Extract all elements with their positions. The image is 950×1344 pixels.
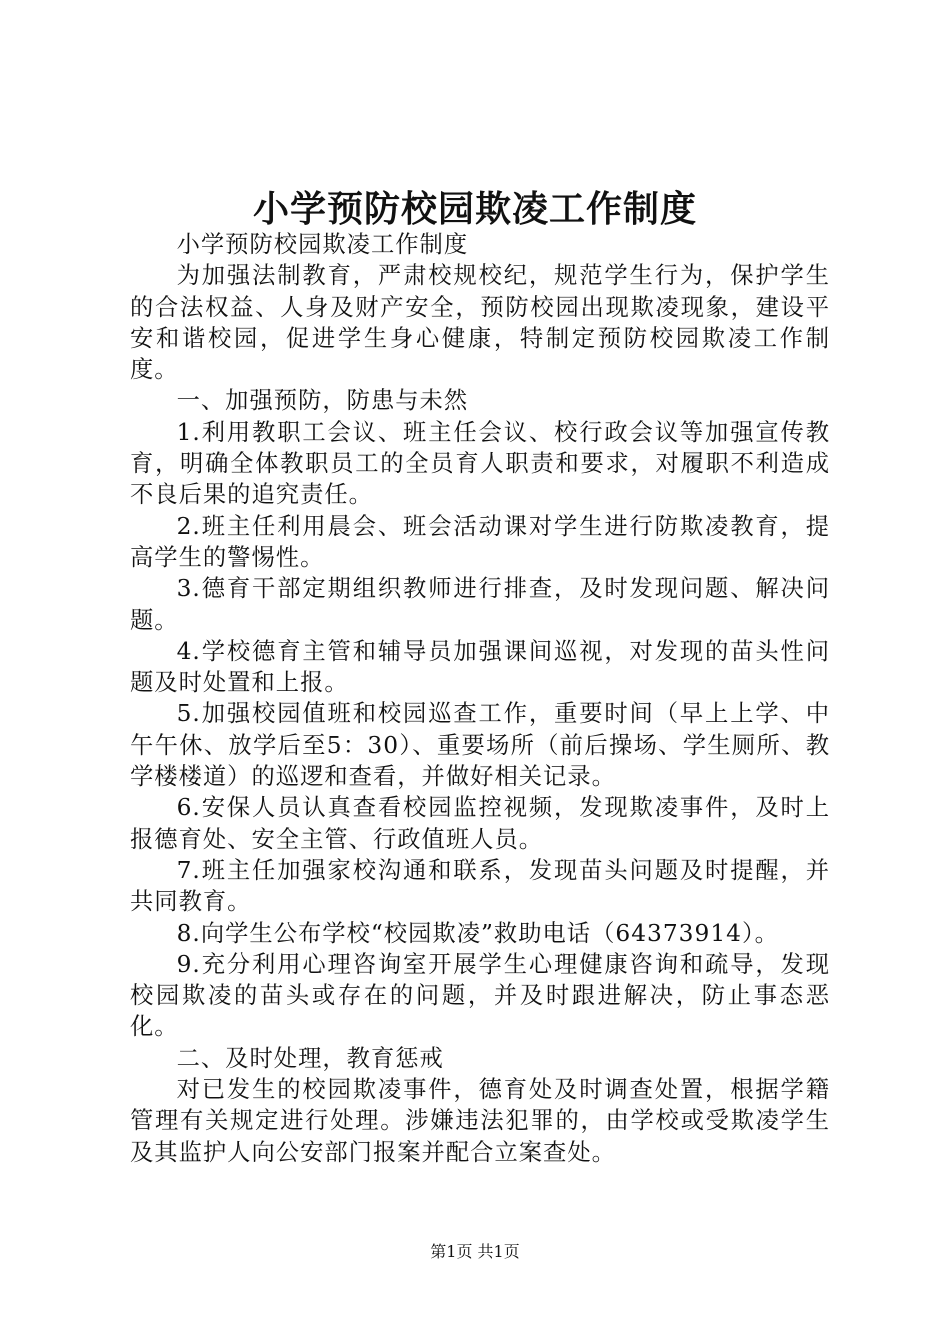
section-heading-handling: 二、及时处理，教育惩戒: [176, 1044, 444, 1072]
paragraph-handling: 对已发生的校园欺凌事件，德育处及时调查处置，根据学籍管理有关规定进行处理。涉嫌违法犯罪的，由学校或受欺凌学生及其监护人向公安部门报案并配合立案查处。: [130, 1076, 830, 1166]
paragraph-intro: 为加强法制教育，严肃校规校纪，规范学生行为，保护学生的合法权益、人身及财产安全，预防校园出现欺凌现象，建设平安和谐校园，促进学生身心健康，特制定预防校园欺凌工作制度。: [130, 262, 830, 384]
paragraph-item-2: 2.班主任利用晨会、班会活动课对学生进行防欺凌教育，提高学生的警惕性。: [130, 512, 830, 571]
paragraph-item-6: 6.安保人员认真查看校园监控视频，发现欺凌事件，及时上报德育处、安全主管、行政值班人员。: [130, 794, 830, 853]
paragraph-item-8: 8.向学生公布学校“校园欺凌”救助电话（64373914）。: [176, 919, 779, 947]
page-footer: 第1页 共1页: [430, 1242, 520, 1261]
paragraph-item-4: 4.学校德育主管和辅导员加强课间巡视，对发现的苗头性问题及时处置和上报。: [130, 637, 830, 697]
paragraph-item-7: 7.班主任加强家校沟通和联系，发现苗头问题及时提醒，并共同教育。: [130, 856, 830, 916]
document-body: [130, 229, 830, 1168]
paragraph-subtitle: 小学预防校园欺凌工作制度: [176, 231, 469, 258]
paragraph-item-5: 5.加强校园值班和校园巡查工作，重要时间（早上上学、中午午休、放学后至5：30）、重要场所（前后操场、学生厕所、教学楼楼道）的巡逻和查看，并做好相关记录。: [130, 700, 830, 791]
paragraph-item-1: 1.利用教职工会议、班主任会议、校行政会议等加强宣传教育，明确全体教职员工的全员育人职责和要求，对履职不利造成不良后果的追究责任。: [130, 418, 830, 509]
section-heading-prevention: 一、加强预防，防患与未然: [176, 387, 469, 415]
paragraph-item-9: 9.充分利用心理咨询室开展学生心理健康咨询和疏导，发现校园欺凌的苗头或存在的问题，并及时跟进解决，防止事态恶化。: [130, 950, 830, 1041]
paragraph-item-3: 3.德育干部定期组织教师进行排查，及时发现问题、解决问题。: [130, 575, 830, 634]
document-title: 小学预防校园欺凌工作制度: [252, 188, 697, 230]
